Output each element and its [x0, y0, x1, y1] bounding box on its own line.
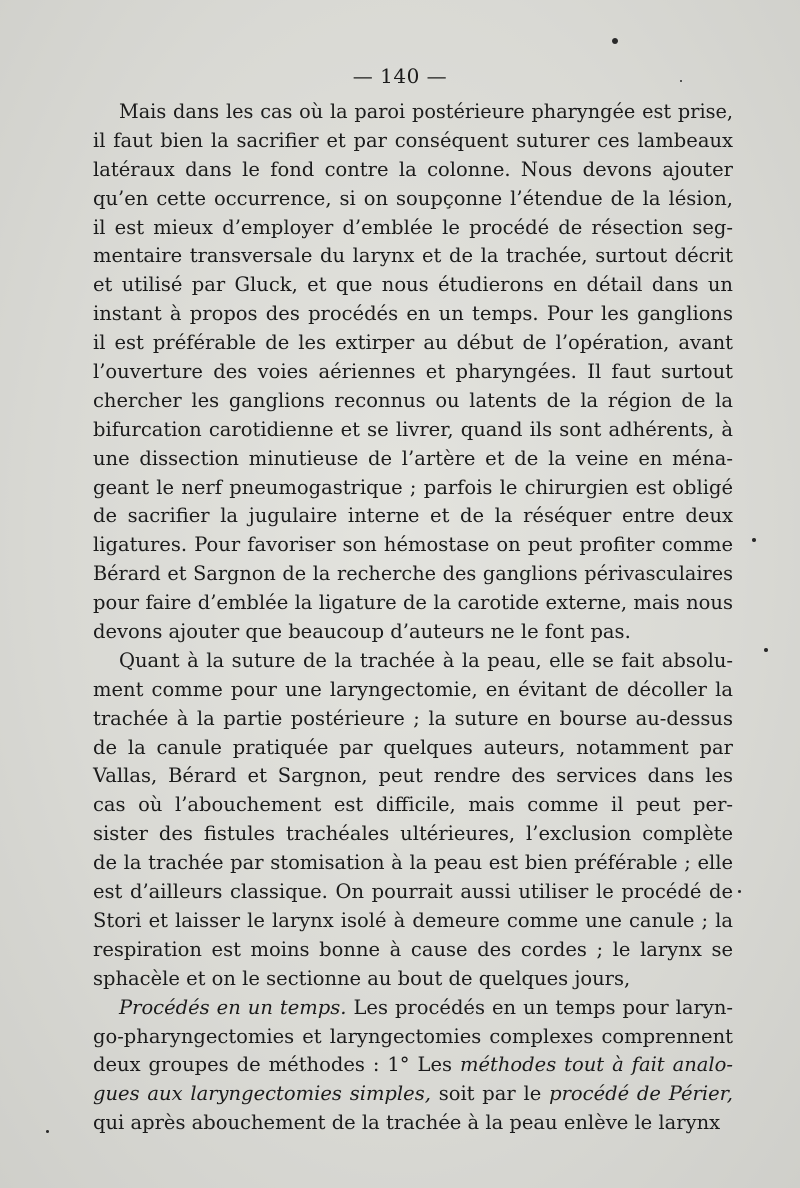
- text-line: [93, 705, 733, 734]
- text-run: cas où l’abouchement est difficile, mais comme il peut per-: [93, 793, 733, 817]
- text-line: [93, 618, 733, 647]
- text-line: [93, 300, 733, 329]
- text-run: Mais dans les cas où la paroi postérieure pharyngée est prise,: [119, 100, 733, 123]
- paper-speck: [764, 648, 768, 652]
- text-line: [93, 1080, 733, 1109]
- paper-speck: [680, 80, 682, 82]
- text-run: Stori et laisser le larynx isolé à demeure comme une canule ; la: [93, 908, 733, 932]
- text-line: [93, 820, 733, 849]
- text-run: pour faire d’emblée la ligature de la carotide externe, mais nous: [93, 591, 733, 615]
- text-run: ligatures. Pour favoriser son hémostase on peut profiter comme: [93, 533, 733, 557]
- text-run: Quant à la suture de la trachée à la peau, elle se fait absolu-: [119, 648, 733, 672]
- text-line: [93, 387, 733, 416]
- paper-speck: [752, 538, 756, 542]
- text-run: sister des fistules trachéales ultérieures, l’exclusion complète: [93, 822, 733, 846]
- text-run: il est préférable de les extirper au début de l’opération, avant: [93, 331, 733, 355]
- text-line: [93, 329, 733, 358]
- text-run: qui après abouchement de la trachée à la peau enlève le larynx: [93, 1111, 721, 1135]
- text-line: [93, 1109, 733, 1138]
- paragraph: [93, 98, 733, 647]
- text-run: deux groupes de méthodes : 1° Les: [93, 1053, 460, 1077]
- text-line: [93, 965, 733, 994]
- page-number: — 140 —: [352, 64, 448, 88]
- text-run: Les procédés en un temps pour laryn-: [346, 995, 733, 1019]
- text-run: trachée à la partie postérieure ; la suture en bourse au-dessus: [93, 706, 733, 730]
- body-text: [93, 98, 733, 1138]
- text-run: respiration est moins bonne à cause des cordes ; le larynx se: [93, 937, 733, 961]
- text-run: et utilisé par Gluck, et que nous étudierons en détail dans un: [93, 273, 733, 297]
- italic-text: méthodes tout à fait analo-: [460, 1053, 733, 1077]
- text-run: chercher les ganglions reconnus ou latents de la région de la: [93, 388, 733, 412]
- text-run: geant le nerf pneumogastrique ; parfois le chirurgien est obligé: [93, 475, 733, 499]
- text-line: [93, 676, 733, 705]
- text-run: ment comme pour une laryngectomie, en évitant de décoller la: [93, 677, 733, 701]
- italic-text: procédé de Périer,: [549, 1082, 734, 1106]
- text-line: [93, 214, 733, 243]
- text-line: [93, 762, 733, 791]
- text-line: [93, 185, 733, 214]
- text-run: Bérard et Sargnon de la recherche des ganglions périvasculaires: [93, 562, 733, 586]
- text-run: mentaire transversale du larynx et de la trachée, surtout décrit: [93, 244, 733, 268]
- text-line: [93, 878, 733, 907]
- text-run: est d’ailleurs classique. On pourrait aussi utiliser le procédé de: [93, 880, 733, 904]
- text-run: go-pharyngectomies et laryngectomies complexes comprennent: [93, 1024, 733, 1048]
- text-run: de sacrifier la jugulaire interne et de la réséquer entre deux: [93, 504, 733, 528]
- text-line: [93, 531, 733, 560]
- text-line: [93, 1023, 733, 1052]
- text-run: l’ouverture des voies aériennes et pharyngées. Il faut surtout: [93, 360, 733, 384]
- text-run: qu’en cette occurrence, si on soupçonne l’étendue de la lésion,: [93, 186, 733, 210]
- text-line: [93, 560, 733, 589]
- text-line: [93, 416, 733, 445]
- text-run: bifurcation carotidienne et se livrer, quand ils sont adhérents, à: [93, 417, 733, 441]
- text-line: [93, 502, 733, 531]
- paper-speck: [612, 38, 618, 44]
- italic-text: Procédés en un temps.: [119, 995, 347, 1019]
- text-run: une dissection minutieuse de l’artère et de la veine en ména-: [93, 446, 733, 470]
- text-run: il est mieux d’employer d’emblée le procédé de résection seg-: [93, 215, 733, 239]
- text-line: [93, 589, 733, 618]
- text-line: [93, 936, 733, 965]
- text-line: [93, 1051, 733, 1080]
- text-line: [93, 156, 733, 185]
- text-run: de la canule pratiquée par quelques auteurs, notamment par: [93, 735, 733, 759]
- italic-text: gues aux laryngectomies simples,: [93, 1082, 431, 1106]
- text-line: [93, 849, 733, 878]
- text-run: latéraux dans le fond contre la colonne. Nous devons ajouter: [93, 157, 733, 181]
- text-line: [93, 242, 733, 271]
- paragraph: [93, 994, 733, 1138]
- text-line: [93, 445, 733, 474]
- text-line: [93, 358, 733, 387]
- text-line: [93, 907, 733, 936]
- text-line: [93, 734, 733, 763]
- text-run: de la trachée par stomisation à la peau est bien préférable ; elle: [93, 851, 733, 875]
- text-run: sphacèle et on le sectionne au bout de quelques jours,: [93, 966, 631, 990]
- text-run: Vallas, Bérard et Sargnon, peut rendre des services dans les: [93, 764, 733, 788]
- text-run: instant à propos des procédés en un temps. Pour les ganglions: [93, 302, 733, 326]
- text-line: [93, 474, 733, 503]
- text-run: il faut bien la sacrifier et par conséquent suturer ces lambeaux: [93, 128, 733, 152]
- paper-speck: [46, 1130, 49, 1133]
- text-line: [93, 791, 733, 820]
- text-line: [93, 647, 733, 676]
- text-line: [93, 994, 733, 1023]
- text-run: soit par le: [430, 1082, 550, 1106]
- text-line: [93, 271, 733, 300]
- text-line: [93, 98, 733, 127]
- text-line: [93, 127, 733, 156]
- paper-speck: [738, 890, 741, 893]
- text-run: devons ajouter que beaucoup d’auteurs ne le font pas.: [93, 620, 631, 644]
- paragraph: [93, 647, 733, 994]
